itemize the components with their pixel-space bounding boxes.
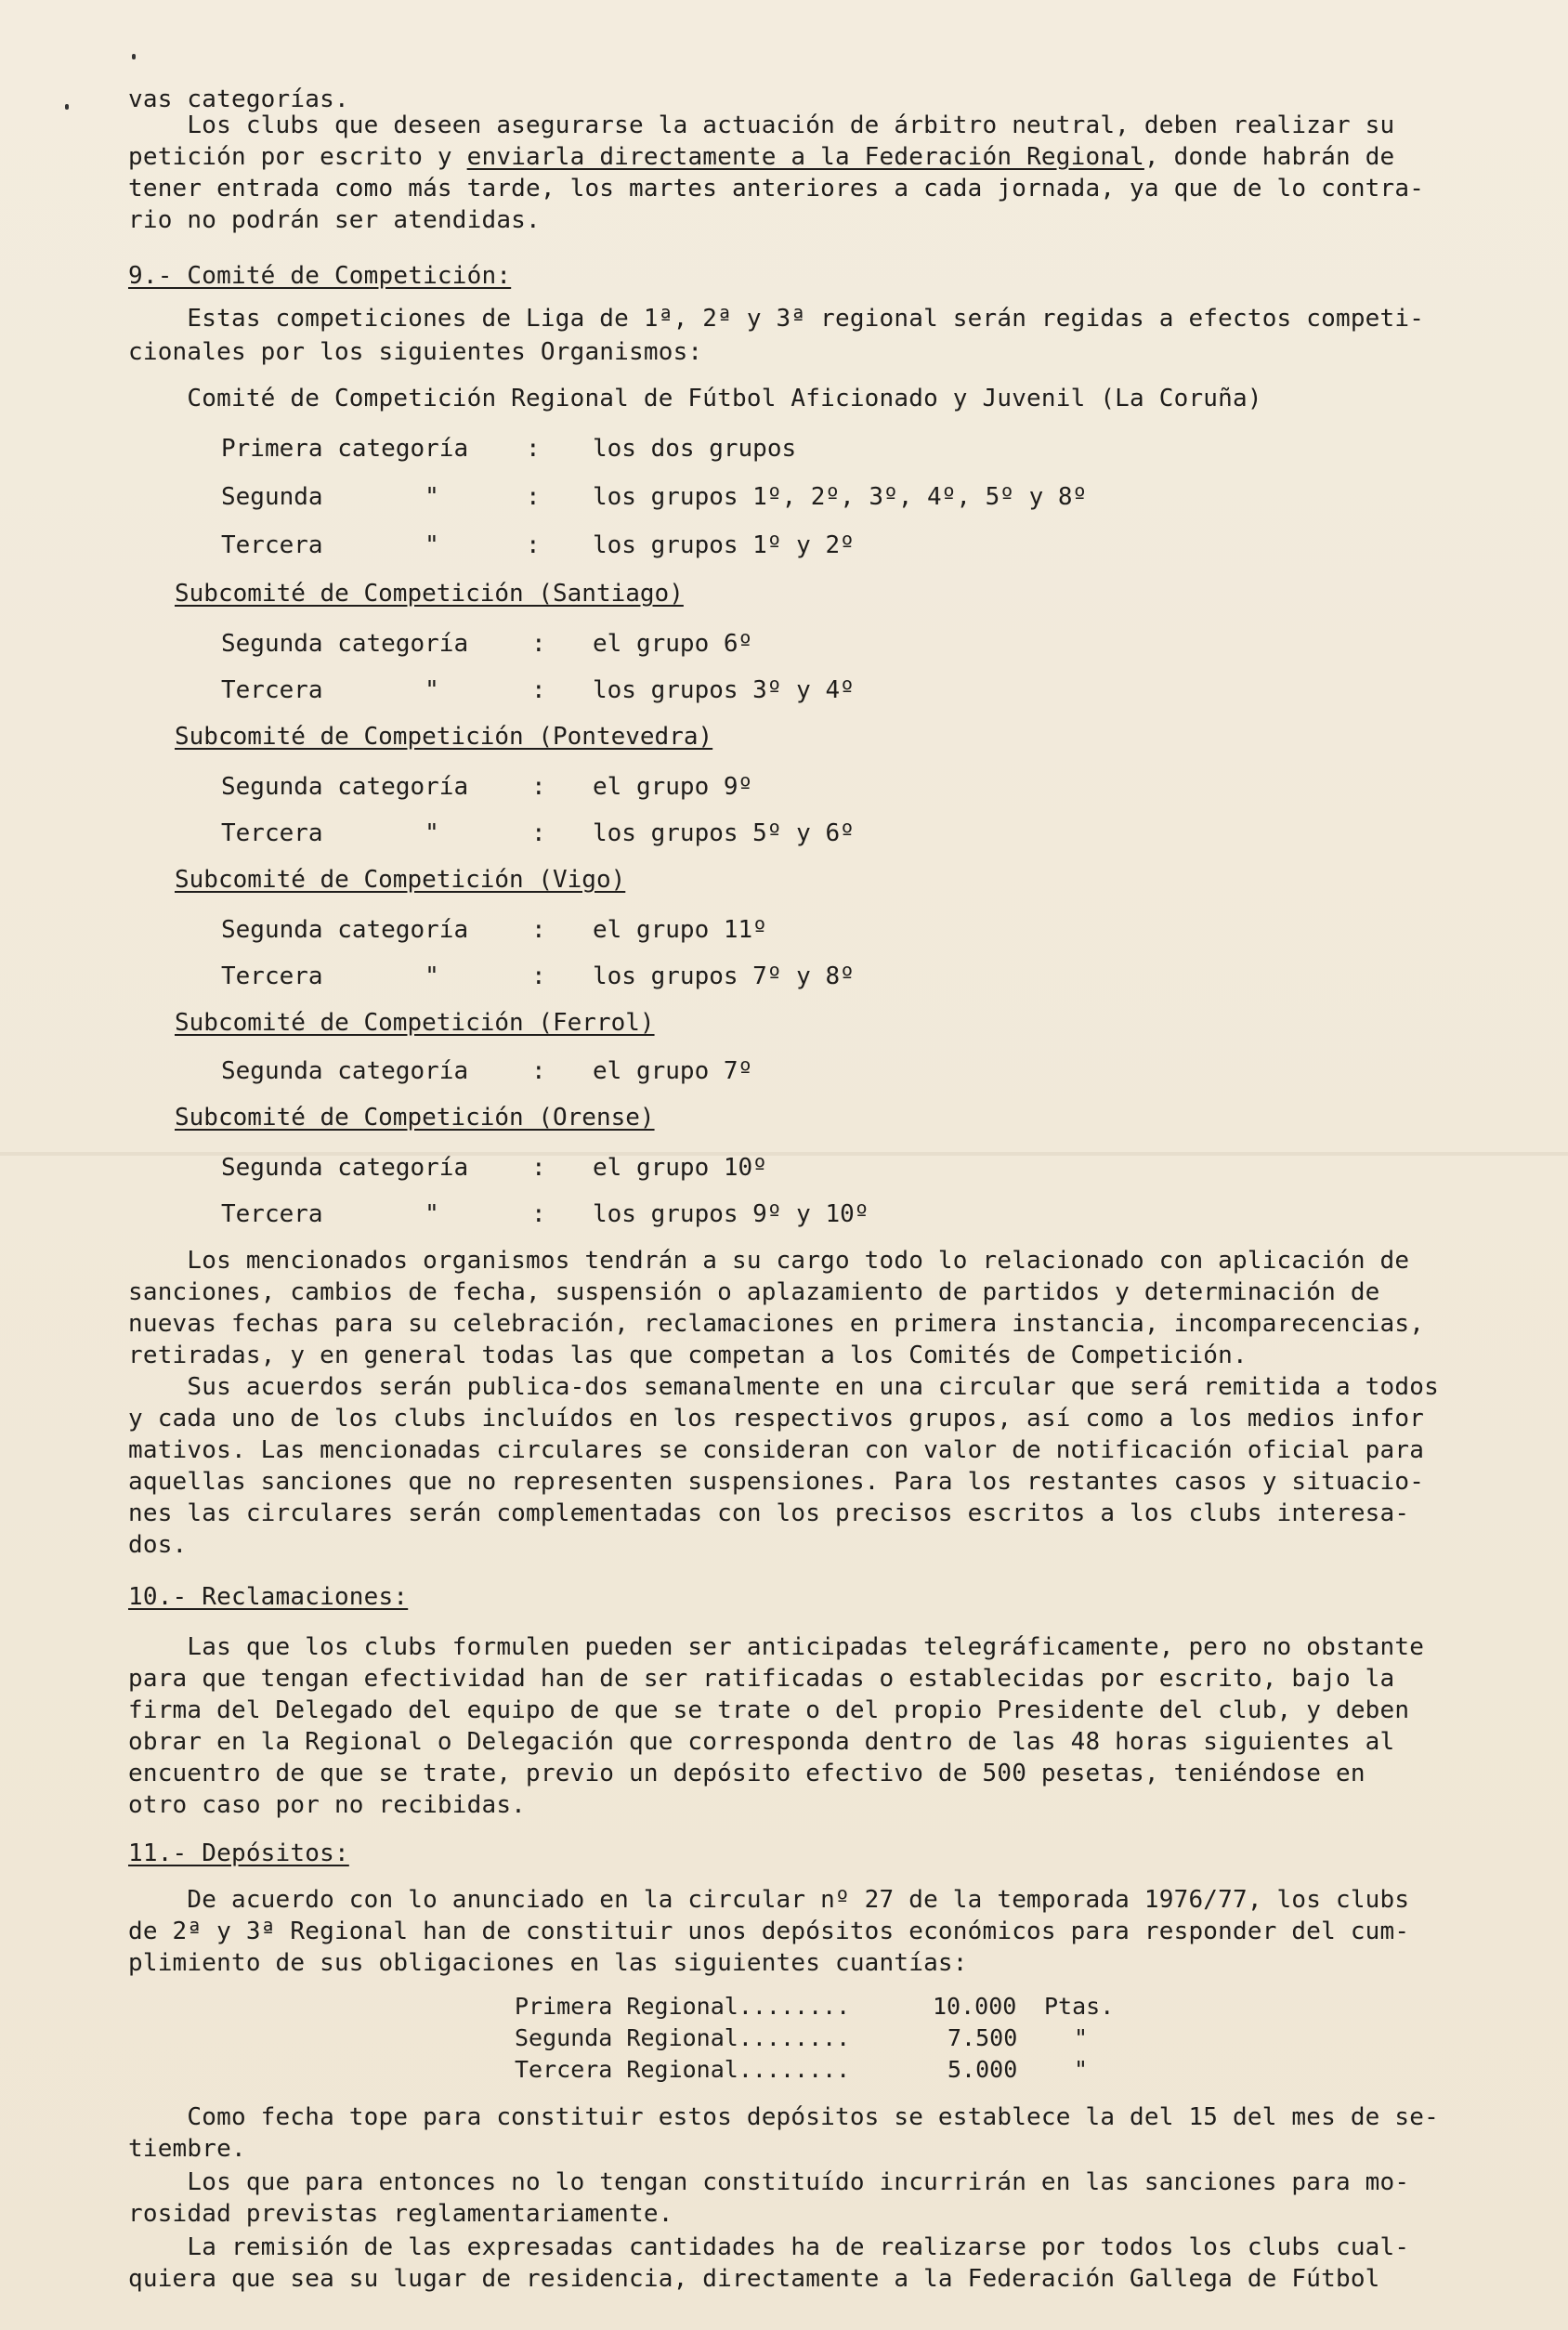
group-value: el grupo 6º: [593, 630, 753, 658]
separator: :: [526, 483, 541, 511]
separator: :: [531, 676, 546, 704]
category-label: Tercera ": [221, 676, 439, 704]
intro-line: vas categorías.: [128, 85, 349, 113]
paragraph-line: para que tengan efectividad han de ser ratificadas o establecidas por escrito, bajo la: [128, 1665, 1395, 1693]
separator: :: [531, 819, 546, 847]
separator: :: [531, 1200, 546, 1228]
paragraph-line: firma del Delegado del equipo de que se trate o del propio Presidente del club, y deben: [128, 1696, 1410, 1724]
paragraph-line: Estas competiciones de Liga de 1ª, 2ª y 3ª regional serán regidas a efectos competi-: [128, 305, 1425, 333]
section-heading: [128, 260, 1503, 292]
paragraph-line: La remisión de las expresadas cantidades ha de realizarse por todos los clubs cual-: [128, 2233, 1410, 2261]
group-value: el grupo 10º: [593, 1154, 767, 1182]
deposit-unit: ": [1074, 2024, 1089, 2051]
deposit-amount: 10.000: [933, 1993, 1017, 2020]
paragraph-line: mativos. Las mencionadas circulares se consideran con valor de notificación oficial para: [128, 1436, 1425, 1464]
category-label: Segunda categoría: [221, 916, 469, 944]
group-value: los grupos 1º y 2º: [593, 531, 855, 559]
paragraph-line: rosidad previstas reglamentariamente.: [128, 2200, 673, 2228]
deposit-label: Segunda Regional........: [515, 2024, 851, 2051]
paragraph-line: sanciones, cambios de fecha, suspensión o aplazamiento de partidos y determinación de: [128, 1278, 1380, 1306]
category-label: Segunda categoría: [221, 773, 469, 801]
paragraph-line: tiembre.: [128, 2135, 246, 2163]
intro-text: petición por escrito y: [128, 143, 467, 171]
paragraph-line: quiera que sea su lugar de residencia, directamente a la Federación Gallega de Fútbol: [128, 2265, 1380, 2293]
intro-line: rio no podrán ser atendidas.: [128, 206, 541, 234]
separator: :: [531, 630, 546, 658]
group-value: el grupo 7º: [593, 1057, 753, 1085]
group-value: el grupo 11º: [593, 916, 767, 944]
subcommittee-vigo: Subcomité de Competición (Vigo): [175, 866, 626, 894]
group-value: los grupos 5º y 6º: [593, 819, 855, 847]
group-value: los grupos 1º, 2º, 3º, 4º, 5º y 8º: [593, 483, 1088, 511]
separator: :: [531, 1154, 546, 1182]
subcommittee-orense: Subcomité de Competición (Orense): [175, 1104, 655, 1132]
separator: :: [531, 916, 546, 944]
section-heading: [128, 1838, 1503, 1869]
deposit-amount: 5.000: [947, 2056, 1018, 2083]
paragraph-line: nes las circulares serán complementadas con los precisos escritos a los clubs interesa-: [128, 1499, 1410, 1527]
ink-speck: [65, 104, 69, 110]
intro-line: Los clubs que deseen asegurarse la actuación de árbitro neutral, deben realizar su: [128, 111, 1395, 139]
separator: :: [526, 435, 541, 463]
separator: :: [526, 531, 541, 559]
paragraph-line: dos.: [128, 1531, 188, 1559]
paragraph-line: y cada uno de los clubs incluídos en los respectivos grupos, así como a los medios infor: [128, 1405, 1425, 1433]
paragraph-line: Las que los clubs formulen pueden ser anticipadas telegráficamente, pero no obstante: [128, 1633, 1425, 1661]
category-label: Tercera ": [221, 962, 439, 990]
paragraph-line: obrar en la Regional o Delegación que corresponda dentro de las 48 horas siguientes al: [128, 1728, 1395, 1756]
group-value: los grupos 9º y 10º: [593, 1200, 869, 1228]
separator: :: [531, 962, 546, 990]
underlined-phrase: enviarla directamente a la Federación Regional: [466, 143, 1144, 171]
subcommittee-santiago: Subcomité de Competición (Santiago): [175, 580, 684, 608]
paragraph-line: de 2ª y 3ª Regional han de constituir unos depósitos económicos para responder del cum-: [128, 1918, 1410, 1945]
category-label: Tercera ": [221, 1200, 439, 1228]
section-10-title: 10.- Reclamaciones:: [128, 1583, 409, 1611]
group-value: los grupos 7º y 8º: [593, 962, 855, 990]
separator: :: [531, 1057, 546, 1085]
category-label: Segunda categoría: [221, 1057, 469, 1085]
category-label: Tercera ": [221, 819, 439, 847]
deposit-unit: Ptas.: [1044, 1993, 1115, 2020]
paragraph-line: plimiento de sus obligaciones en las siguientes cuantías:: [128, 1949, 968, 1977]
paragraph-line: otro caso por no recibidas.: [128, 1791, 527, 1819]
category-label: Segunda categoría: [221, 630, 469, 658]
paragraph-line: De acuerdo con lo anunciado en la circular nº 27 de la temporada 1976/77, los clubs: [128, 1886, 1410, 1914]
paragraph-line: nuevas fechas para su celebración, reclamaciones en primera instancia, incomparecencias,: [128, 1310, 1425, 1338]
group-value: el grupo 9º: [593, 773, 753, 801]
section-11-title: 11.- Depósitos:: [128, 1839, 349, 1867]
category-label: Tercera ": [221, 531, 439, 559]
section-heading: [128, 1581, 1503, 1613]
paragraph-line: Los mencionados organismos tendrán a su cargo todo lo relacionado con aplicación de: [128, 1247, 1410, 1275]
deposit-label: Tercera Regional........: [515, 2056, 851, 2083]
paragraph-line: encuentro de que se trate, previo un depósito efectivo de 500 pesetas, teniéndose en: [128, 1760, 1365, 1787]
intro-line: tener entrada como más tarde, los martes anteriores a cada jornada, ya que de lo contra-: [128, 175, 1425, 203]
paragraph-line: Sus acuerdos serán publica-dos semanalmente en una circular que será remitida a todos: [128, 1373, 1439, 1401]
section-9-title: 9.- Comité de Competición:: [128, 262, 512, 290]
separator: :: [531, 773, 546, 801]
group-value: los dos grupos: [593, 435, 797, 463]
subcommittee-pontevedra: Subcomité de Competición (Pontevedra): [175, 723, 713, 751]
paragraph-line: cionales por los siguientes Organismos:: [128, 338, 703, 366]
paragraph-line: Los que para entonces no lo tengan constituído incurrirán en las sanciones para mo-: [128, 2168, 1410, 2196]
paragraph-line: aquellas sanciones que no representen suspensiones. Para los restantes casos y situacio-: [128, 1468, 1425, 1496]
deposit-unit: ": [1074, 2056, 1089, 2083]
intro-line: [128, 141, 1503, 173]
category-label: Segunda ": [221, 483, 439, 511]
category-label: Primera categoría: [221, 435, 469, 463]
deposit-amount: 7.500: [947, 2024, 1018, 2051]
subcommittee-ferrol: Subcomité de Competición (Ferrol): [175, 1009, 655, 1037]
deposit-label: Primera Regional........: [515, 1993, 851, 2020]
paragraph-line: Como fecha tope para constituir estos depósitos se establece la del 15 del mes de se-: [128, 2103, 1439, 2131]
paragraph-line: retiradas, y en general todas las que competan a los Comités de Competición.: [128, 1342, 1248, 1369]
committee-name: Comité de Competición Regional de Fútbol Aficionado y Juvenil (La Coruña): [128, 385, 1262, 412]
ink-speck: [132, 54, 136, 59]
group-value: los grupos 3º y 4º: [593, 676, 855, 704]
category-label: Segunda categoría: [221, 1154, 469, 1182]
intro-text: , donde habrán de: [1143, 143, 1395, 171]
